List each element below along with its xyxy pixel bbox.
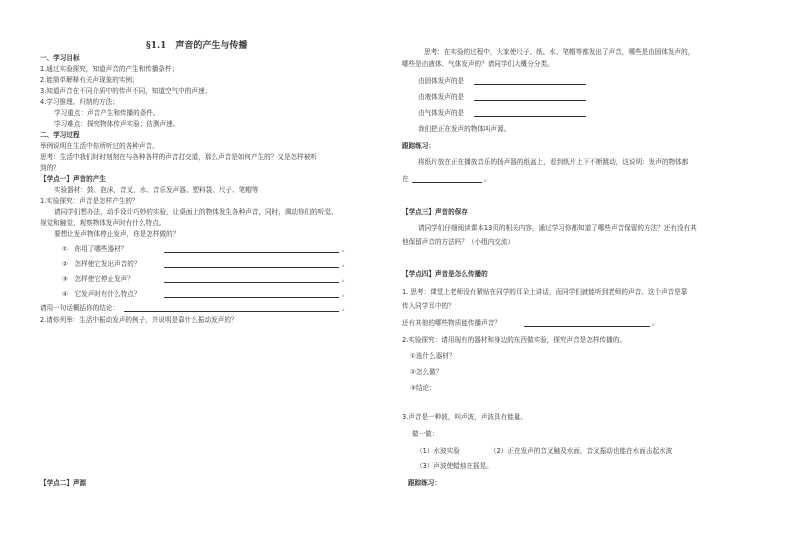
paragraph: 3.声音是一种波，叫声波，声波具有能量。	[402, 413, 527, 421]
difficult-point: 学习难点：探究物体传声实验；估测声速。	[54, 120, 180, 128]
question-label: ② 怎样使它发出声音的？	[62, 260, 141, 268]
list-item: （2）正在发声的音叉触及水面，音叉振动也能在水面击起水波	[490, 447, 673, 455]
fill-row	[402, 319, 659, 327]
section-heading: 二、学习过程	[40, 131, 80, 139]
question-label: ③ 怎样使它停止发声？	[62, 275, 134, 283]
question-row	[62, 245, 349, 253]
fill-row	[402, 302, 455, 310]
page-title: §1.1 声音的产生与传播	[146, 41, 248, 51]
paragraph: 哪些是由液体、气体发声的？请同学们大概分分类。	[402, 60, 554, 68]
step-label: ①选什么器材？	[410, 352, 456, 360]
objective-4: 4.学习推理、归纳的方法；	[40, 98, 119, 106]
paragraph: 请同学们仔细阅读课本13页的相关内容，通过学习你都知道了哪些声音保留的方法？还有没有其	[418, 224, 697, 232]
answer-blank[interactable]	[164, 276, 339, 283]
paragraph: 视觉和触觉，观察物体发声时有什么特点。	[40, 219, 166, 227]
period: 。	[342, 260, 349, 268]
objective-1: 1.通过实验探究，知道声音的产生和传播条件；	[40, 65, 179, 73]
objective-3: 3.知道声音在不同介质中的传声不同，知道空气中的声速；	[40, 87, 212, 95]
period: 。	[342, 245, 349, 253]
paragraph: 1. 思考：课堂上老师没有紧贴在同学的耳朵上讲话，而同学们就能听到老师的声音。这个声音是靠	[402, 288, 688, 296]
paragraph: 我们把正在发声的物体叫声源。	[418, 125, 511, 133]
classify-label: 由气体发声的是	[418, 109, 465, 117]
exercise-heading: 跟踪练习：	[402, 142, 435, 150]
period: 。	[484, 175, 491, 183]
question-label: ① 你用了哪些器材？	[62, 245, 128, 253]
answer-blank[interactable]	[164, 291, 339, 298]
answer-blank[interactable]	[124, 305, 339, 312]
paragraph: 他保留声音的方法吗？（小组内交流）	[402, 238, 515, 246]
list-item: （1）水波实验	[416, 447, 460, 455]
question-label: ④ 它发声时有什么特点？	[62, 290, 141, 298]
study-point-heading: 【学点三】声音的保存	[402, 208, 468, 216]
question-row	[62, 260, 349, 268]
classify-row	[418, 93, 464, 101]
objective-2: 2.能简单解释有关声现象的实例；	[40, 76, 139, 84]
fill-label: 在	[402, 175, 409, 183]
paragraph: 举例说明在生活中你所听过的各种声音。	[40, 142, 159, 150]
exercise-heading: 跟踪练习：	[408, 479, 441, 487]
paragraph: 2.实验探究：请用现有的器材和身边的东西做实验，探究声音是怎样传播的。	[402, 336, 626, 344]
fill-label: 还有其他的哪些物质能传播声音？	[402, 319, 501, 327]
list-item: （3）声波使蜡烛在摇晃。	[416, 462, 493, 470]
classify-row	[418, 109, 464, 117]
paragraph: 到的？	[40, 164, 60, 172]
question-row	[62, 290, 349, 298]
paragraph: 2.请你列举：生活中振动发声的例子，并说明是靠什么振动发声的？	[40, 316, 238, 324]
section-heading: 一、学习目标	[40, 54, 80, 62]
period: 。	[652, 319, 659, 327]
fill-row	[402, 175, 491, 183]
paragraph: 做一做：	[412, 430, 439, 438]
question-row	[40, 304, 349, 312]
paragraph: 思考：在实验的过程中，大家使尺子、纸、水、笔帽等都发出了声音，哪些是由固体发声的，	[424, 48, 695, 56]
period: 。	[342, 290, 349, 298]
answer-blank[interactable]	[474, 110, 586, 117]
classify-label: 由液体发声的是	[418, 93, 465, 101]
question-row	[62, 275, 349, 283]
paragraph: 将纸片放在正在播放音乐的扬声器的纸盆上，看到纸片上下不断跳动，这说明：发声的物体都	[418, 158, 689, 166]
study-point-heading: 【学点一】声音的产生	[40, 175, 106, 183]
answer-blank[interactable]	[412, 176, 482, 183]
classify-row	[418, 77, 464, 85]
step-label: ②怎么做？	[410, 368, 443, 376]
question-label: 请用一句话概括你的结论：	[40, 304, 120, 312]
answer-blank[interactable]	[164, 246, 339, 253]
paragraph: 思考：生活中我们时时刻刻在与各种各样的声音打交道，那么声音是如何产生的？又是怎样被听	[40, 153, 317, 161]
answer-blank[interactable]	[474, 94, 586, 101]
key-point: 学习重点：声音产生和传播的条件。	[54, 109, 160, 117]
step-label: ③结论：	[410, 384, 436, 392]
answer-blank[interactable]	[524, 320, 650, 327]
period: 。	[342, 275, 349, 283]
classify-label: 由固体发声的是	[418, 77, 465, 85]
paragraph: 请同学们想办法，动手设计巧妙的实验，让桌面上的物体发生各种声音，同时，调动你们的听觉、	[54, 208, 338, 216]
study-point-heading: 【学点二】声源	[40, 479, 87, 487]
period: 。	[342, 304, 349, 312]
paragraph: 1.实验探究：声音是怎样产生的？	[40, 197, 139, 205]
study-point-heading: 【学点四】声音是怎么传播的	[402, 270, 488, 278]
fill-label: 传入同学耳中的？	[402, 302, 455, 310]
paragraph: 要想让发声物体停止发声，你是怎样做的？	[54, 230, 180, 238]
answer-blank[interactable]	[474, 78, 586, 85]
paragraph: 实验器材：鼓、泡沫，音叉，水、音乐发声器、塑料袋、尺子、笔帽等	[54, 186, 259, 194]
answer-blank[interactable]	[164, 261, 339, 268]
